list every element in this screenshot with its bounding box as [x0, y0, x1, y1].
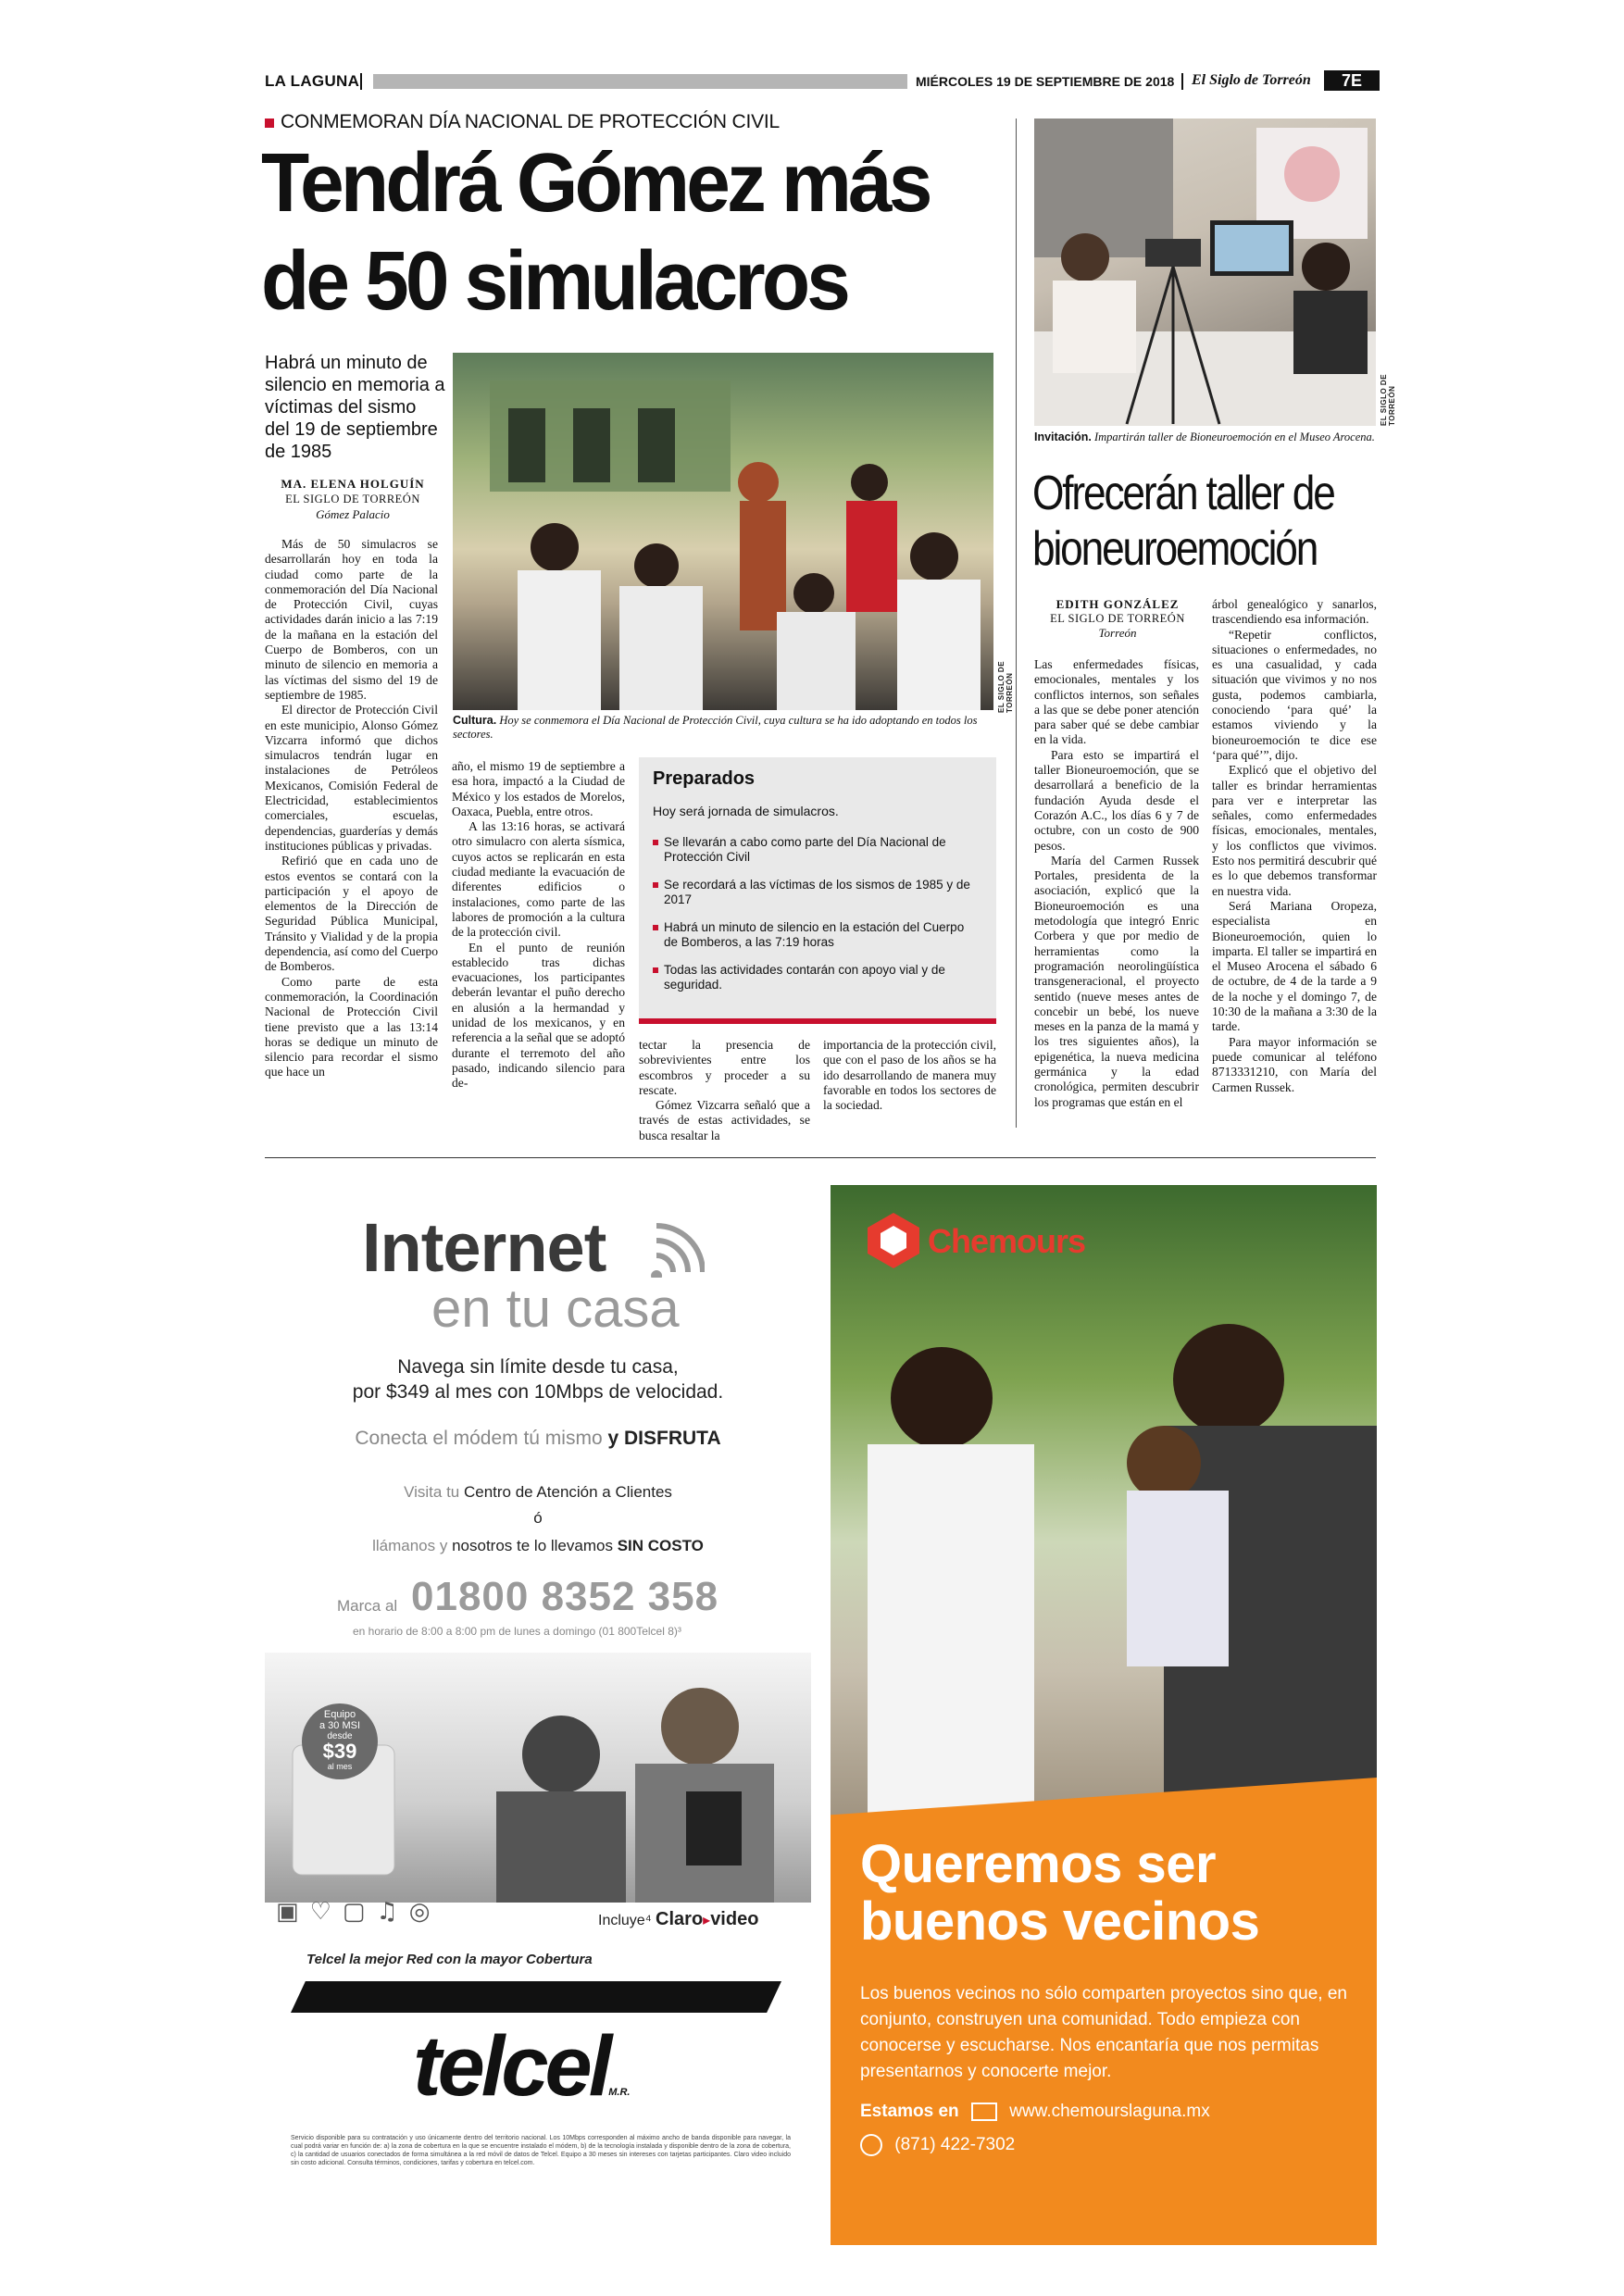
infobox-preparados: [639, 757, 996, 1018]
article1-column-4: [823, 1038, 996, 1113]
article-photo-students: [453, 353, 993, 710]
header-gray-bar: [373, 74, 907, 89]
byline-location: Gómez Palacio: [316, 507, 390, 521]
photo-illustration: [831, 1185, 1377, 1833]
caption-text: Hoy se conmemora el Día Nacional de Protección Civil, cuya cultura se ha ido adoptando en todos los sectores.: [453, 714, 978, 741]
paragraph: importancia de la protección civil, que con el paso de los años se ha ido desarrollando de manera muy favorable en todos los sectores de la sociedad.: [823, 1038, 996, 1113]
byline-author: MA. ELENA HOLGUÍN: [281, 477, 425, 491]
service-icons: [276, 1898, 554, 1935]
paragraph: Gómez Vizcarra señaló que a través de estas actividades, se busca resaltar la: [639, 1098, 810, 1142]
paragraph: Explicó que el objetivo del taller es brindar herramientas para ver e interpretar las señales, como enfermedades físicas, emocionales, mentales, y los conflictos que vivimos. Esto nos permitirá descubrir qué es lo que debemos transformar en nuestra vida.: [1212, 763, 1377, 898]
fine-print: Servicio disponible para su contratación y uso únicamente dentro del territorio nacional. Los 10Mbps corresponden al máximo ancho de banda disponible para navegar, la cual podrá variar en función de: a) la zona de cobertura en la que se encuentre instalado el módem, b) de la tecnología instalada y disponible dentro de la zona de cobertura, c) la cantidad de usuarios conectados de forma simultánea a la red móvil de datos de Telcel. Equipo a 30 meses sin intereses con tarjetas participantes. Claro video incluido sin costo adicional. Consulta términos, condiciones, tarifas y cobertura en telcel.com.: [291, 2135, 791, 2166]
caption-text: Impartirán taller de Bioneuroemoción en el Museo Arocena.: [1093, 430, 1375, 443]
call-mid: nosotros te lo llevamos: [452, 1537, 613, 1554]
ad-chemours: [831, 1185, 1377, 2245]
paragraph: Refirió que en cada uno de estos eventos se contará con la participación y el apoyo de elementos de la Dirección de Seguridad Pública Municipal, Tránsito y Vialidad y de la propia dependencia, así como del Cuerpo de Bomberos.: [265, 854, 438, 974]
article-photo-workshop: [1034, 119, 1376, 426]
list-item: Habrá un minuto de silencio en la estación del Cuerpo de Bomberos, a las 7:19 horas: [653, 920, 972, 950]
ad-connect: [265, 1428, 811, 1450]
article2-headline-line1: Ofrecerán taller de: [1032, 467, 1334, 520]
article2-byline-outlet: EL SIGLO DE TORREÓN: [1050, 612, 1185, 625]
section-label: LA LAGUNA: [265, 72, 360, 90]
list-item: Se recordará a las víctimas de los sismos de 1985 y de 2017: [653, 878, 972, 907]
call-text: llámanos y: [372, 1537, 448, 1554]
video-text: video: [710, 1909, 759, 1929]
ad-line1: Navega sin límite desde tu casa,: [397, 1356, 679, 1378]
ad-title-line1: Internet: [362, 1209, 606, 1286]
paragraph: “Repetir conflictos, situaciones o enfermedades, no es una casualidad, y cada situación que vivimos y no nos gusta, podemos cambiarla, conociendo ‘para qué’ la estamos viviendo y la bioneuroemoción te dice ese ‘para qué’”, dijo.: [1212, 627, 1377, 762]
article2-byline-author: EDITH GONZÁLEZ: [1056, 597, 1180, 611]
article2-column-2: [1212, 597, 1377, 1095]
infobox-subtitle: Hoy será jornada de simulacros.: [653, 804, 839, 818]
paragraph: Será Mariana Oropeza, especialista en Bioneuroemoción, quien lo imparta. El taller se impartirá en el Museo Arocena el sábado 6 de octubre, de 4 de la tarde a 9 de la noche y el domingo 7, de 10:30 de la mañana a 3:30 de la tarde.: [1212, 898, 1377, 1034]
article1-column-1: [265, 537, 438, 1080]
ad-or: ó: [533, 1509, 543, 1527]
web-label: Estamos en: [860, 2102, 959, 2121]
phone-link[interactable]: (871) 422-7302: [894, 2135, 1016, 2155]
claro-text: Claro: [656, 1909, 704, 1929]
paragraph: María del Carmen Russek Portales, presidenta de la asociación, explicó que la Bioneuroemoción es una metodología que integró Enric Corbera y que por medio de herramientas como la programación neorolingüística transgeneracional, el proyecto sentido (nueve meses antes de concebir un bebé, los nueve meses en la panza de la mamá y los tres siguientes años), la epigenética, la nueva medicina germánica y la edad cronológica, permiten descubrir los programas que están en el: [1034, 853, 1199, 1109]
article2-byline-location: Torreón: [1098, 626, 1137, 640]
marca-label: Marca al: [337, 1597, 398, 1615]
photo-illustration: [1034, 119, 1376, 426]
includes-text: Incluye⁴: [598, 1913, 652, 1928]
thumbs-up-icon: ♡: [309, 1898, 331, 1926]
wifi-icon: [649, 1222, 705, 1278]
visit-strong: Centro de Atención a Clientes: [463, 1483, 672, 1501]
article1-column-3: [639, 1038, 810, 1143]
badge-line2: a 30 MSI: [319, 1720, 361, 1731]
caption-lead: Cultura.: [453, 714, 497, 727]
badge-line1: Equipo: [323, 1709, 356, 1720]
paragraph: año, el mismo 19 de septiembre a esa hora, impactó a la Ciudad de México y los estados de Morelos, Oaxaca, Puebla, entre otros.: [452, 759, 625, 818]
price-badge: [302, 1703, 378, 1779]
paragraph: Para mayor información se puede comunicar al teléfono 8713331210, con María del Carmen Russek.: [1212, 1034, 1377, 1094]
black-stripe: [291, 1981, 781, 2013]
paragraph: En el punto de reunión establecido tras dichas evacuaciones, los participantes deberán levantar el puño derecho en alusión a la hermandad y unidad de los mexicanos, y en referencia a la señal que se adoptó durante el terremoto del año pasado, indicando silencio para de-: [452, 940, 625, 1091]
infobox-red-rule: [639, 1018, 996, 1024]
header-date: MIÉRCOLES 19 DE SEPTIEMBRE DE 2018: [916, 74, 1175, 89]
column-separator: [1016, 119, 1017, 1128]
telcel-logo: [413, 2018, 631, 2115]
chemours-logo-text: Chemours: [928, 1222, 1086, 1260]
chemours-logo-icon: [866, 1211, 921, 1270]
article2-headline-line2: bioneuroemoción: [1032, 522, 1318, 576]
list-item: Se llevarán a cabo como parte del Día Nacional de Protección Civil: [653, 835, 972, 865]
newspaper-name: El Siglo de Torreón: [1192, 72, 1311, 88]
kicker: CONMEMORAN DÍA NACIONAL DE PROTECCIÓN CIVIL: [281, 111, 781, 132]
paragraph: tectar la presencia de sobrevivientes entre los escombros y proceder a su rescate.: [639, 1038, 810, 1097]
kicker-bullet: [265, 119, 274, 128]
web-link[interactable]: www.chemourslaguna.mx: [1009, 2102, 1210, 2121]
chemours-web-row: [860, 2102, 1210, 2122]
photo-caption-2: [1034, 430, 1377, 444]
ads-separator: [265, 1157, 1376, 1158]
film-icon: ▣: [276, 1898, 299, 1926]
chemours-body: Los buenos vecinos no sólo comparten proyectos sino que, en conjunto, construyen una comunidad. Todo empieza con conocerse y escucharse. Nos encantaría que nos permitas presentarnos y conocerte mejor.: [860, 1984, 1347, 2081]
call-strong: SIN COSTO: [617, 1537, 704, 1554]
photo-credit-2: EL SIGLO DE TORREÓN: [1380, 373, 1396, 426]
paragraph: Para esto se impartirá el taller Bioneuroemoción, que se desarrollará a beneficio de la fundación Ayuda desde el Corazón A.C., los días 6 y 7 de octubre, con un costo de 900 pesos.: [1034, 747, 1199, 853]
includes-label: Incluye⁴ Claro▸video: [598, 1909, 759, 1929]
photo-credit-1: EL SIGLO DE TORREÓN: [997, 660, 1014, 713]
article1-column-2: [452, 759, 625, 1092]
music-icon: ♫: [376, 1898, 398, 1926]
headline-line1: Tendrá Gómez más: [261, 137, 930, 230]
byline-outlet: EL SIGLO DE TORREÓN: [285, 493, 420, 505]
ad-title-line2: en tu casa: [431, 1279, 680, 1339]
ad-visit: [265, 1483, 811, 1502]
ad-tagline: Telcel la mejor Red con la mayor Cobertura: [306, 1952, 593, 1967]
paragraph: Como parte de esta conmemoración, la Coordinación Nacional de Protección Civil tiene previsto que a las 13:14 horas se dedique un minuto de silencio para recordar el sismo que hace un: [265, 974, 438, 1079]
header-divider-2: [1181, 73, 1183, 90]
photo-illustration: [453, 353, 993, 710]
ad-hours: en horario de 8:00 a 8:00 pm de lunes a domingo (01 800Telcel 8)³: [353, 1625, 681, 1638]
badge-line3: desde: [327, 1731, 353, 1741]
monitor-icon: [971, 2103, 997, 2121]
connect-strong: y DISFRUTA: [607, 1428, 721, 1449]
ad-phone: 01800 8352 358: [411, 1574, 719, 1619]
badge-price: $39: [322, 1740, 357, 1763]
chemours-headline-line1: Queremos ser: [860, 1834, 1217, 1894]
visit-text: Visita tu: [404, 1483, 460, 1501]
article2-column-1: [1034, 657, 1199, 1110]
caption-lead: Invitación.: [1034, 430, 1092, 443]
telcel-mr: M.R.: [608, 2087, 631, 2098]
badge-line4: al mes: [327, 1762, 353, 1771]
chemours-photo: [831, 1185, 1377, 1833]
paragraph: A las 13:16 horas, se activará otro simulacro con alerta sísmica, cuyos actos se replicarán en esta ciudad mediante la evacuación de diferentes edificios o instalaciones, como parte de las labores de promoción a la cultura de la protección civil.: [452, 819, 625, 940]
whatsapp-icon: [860, 2134, 882, 2156]
header-divider: [360, 73, 362, 90]
ad-telcel: [265, 1185, 811, 2245]
headline-line2: de 50 simulacros: [261, 235, 848, 328]
paragraph: Más de 50 simulacros se desarrollarán hoy en toda la ciudad como parte de la conmemoración del Día Nacional de Protección Civil, cuyas actividades darán inicio a las 7:19 de la mañana en la estación del Cuerpo de Bomberos, con un minuto de silencio en memoria a las víctimas del sismo del 19 de septiembre de 1985.: [265, 537, 438, 702]
ad-call: [265, 1537, 811, 1555]
connect-text: Conecta el módem tú mismo: [355, 1428, 603, 1449]
list-item: Todas las actividades contarán con apoyo vial y de seguridad.: [653, 963, 972, 992]
shopping-bag-icon: ▢: [342, 1898, 366, 1926]
paragraph: Las enfermedades físicas, emocionales, mentales y los conflictos internos, son señales a las que se debe poner atención para saber qué se debe cambiar en la vida.: [1034, 657, 1199, 747]
chemours-phone-row: [860, 2134, 1015, 2156]
telcel-text: telcel: [413, 2019, 609, 2114]
paragraph: El director de Protección Civil en este municipio, Alonso Gómez Vizcarra informó que dichos simulacros tendrán lugar en instalaciones de Petróleos Mexicanos, Comisión Federal de Electricidad, establecimientos comerciales, escuelas, dependencias, guarderías y demás instituciones públicas y privadas.: [265, 703, 438, 853]
ad-line2: por $349 al mes con 10Mbps de velocidad.: [352, 1381, 724, 1403]
compass-icon: ◎: [408, 1898, 431, 1926]
infobox-title: Preparados: [653, 768, 756, 789]
paragraph: árbol genealógico y sanarlos, trascendiendo esa información.: [1212, 597, 1377, 627]
page-number: 7E: [1324, 70, 1380, 91]
chemours-headline-line2: buenos vecinos: [860, 1891, 1260, 1952]
infobox-list: [653, 835, 972, 1005]
deck: Habrá un minuto de silencio en memoria a víctimas del sismo del 19 de septiembre de 1985: [265, 353, 445, 462]
photo-caption-1: [453, 714, 1008, 742]
